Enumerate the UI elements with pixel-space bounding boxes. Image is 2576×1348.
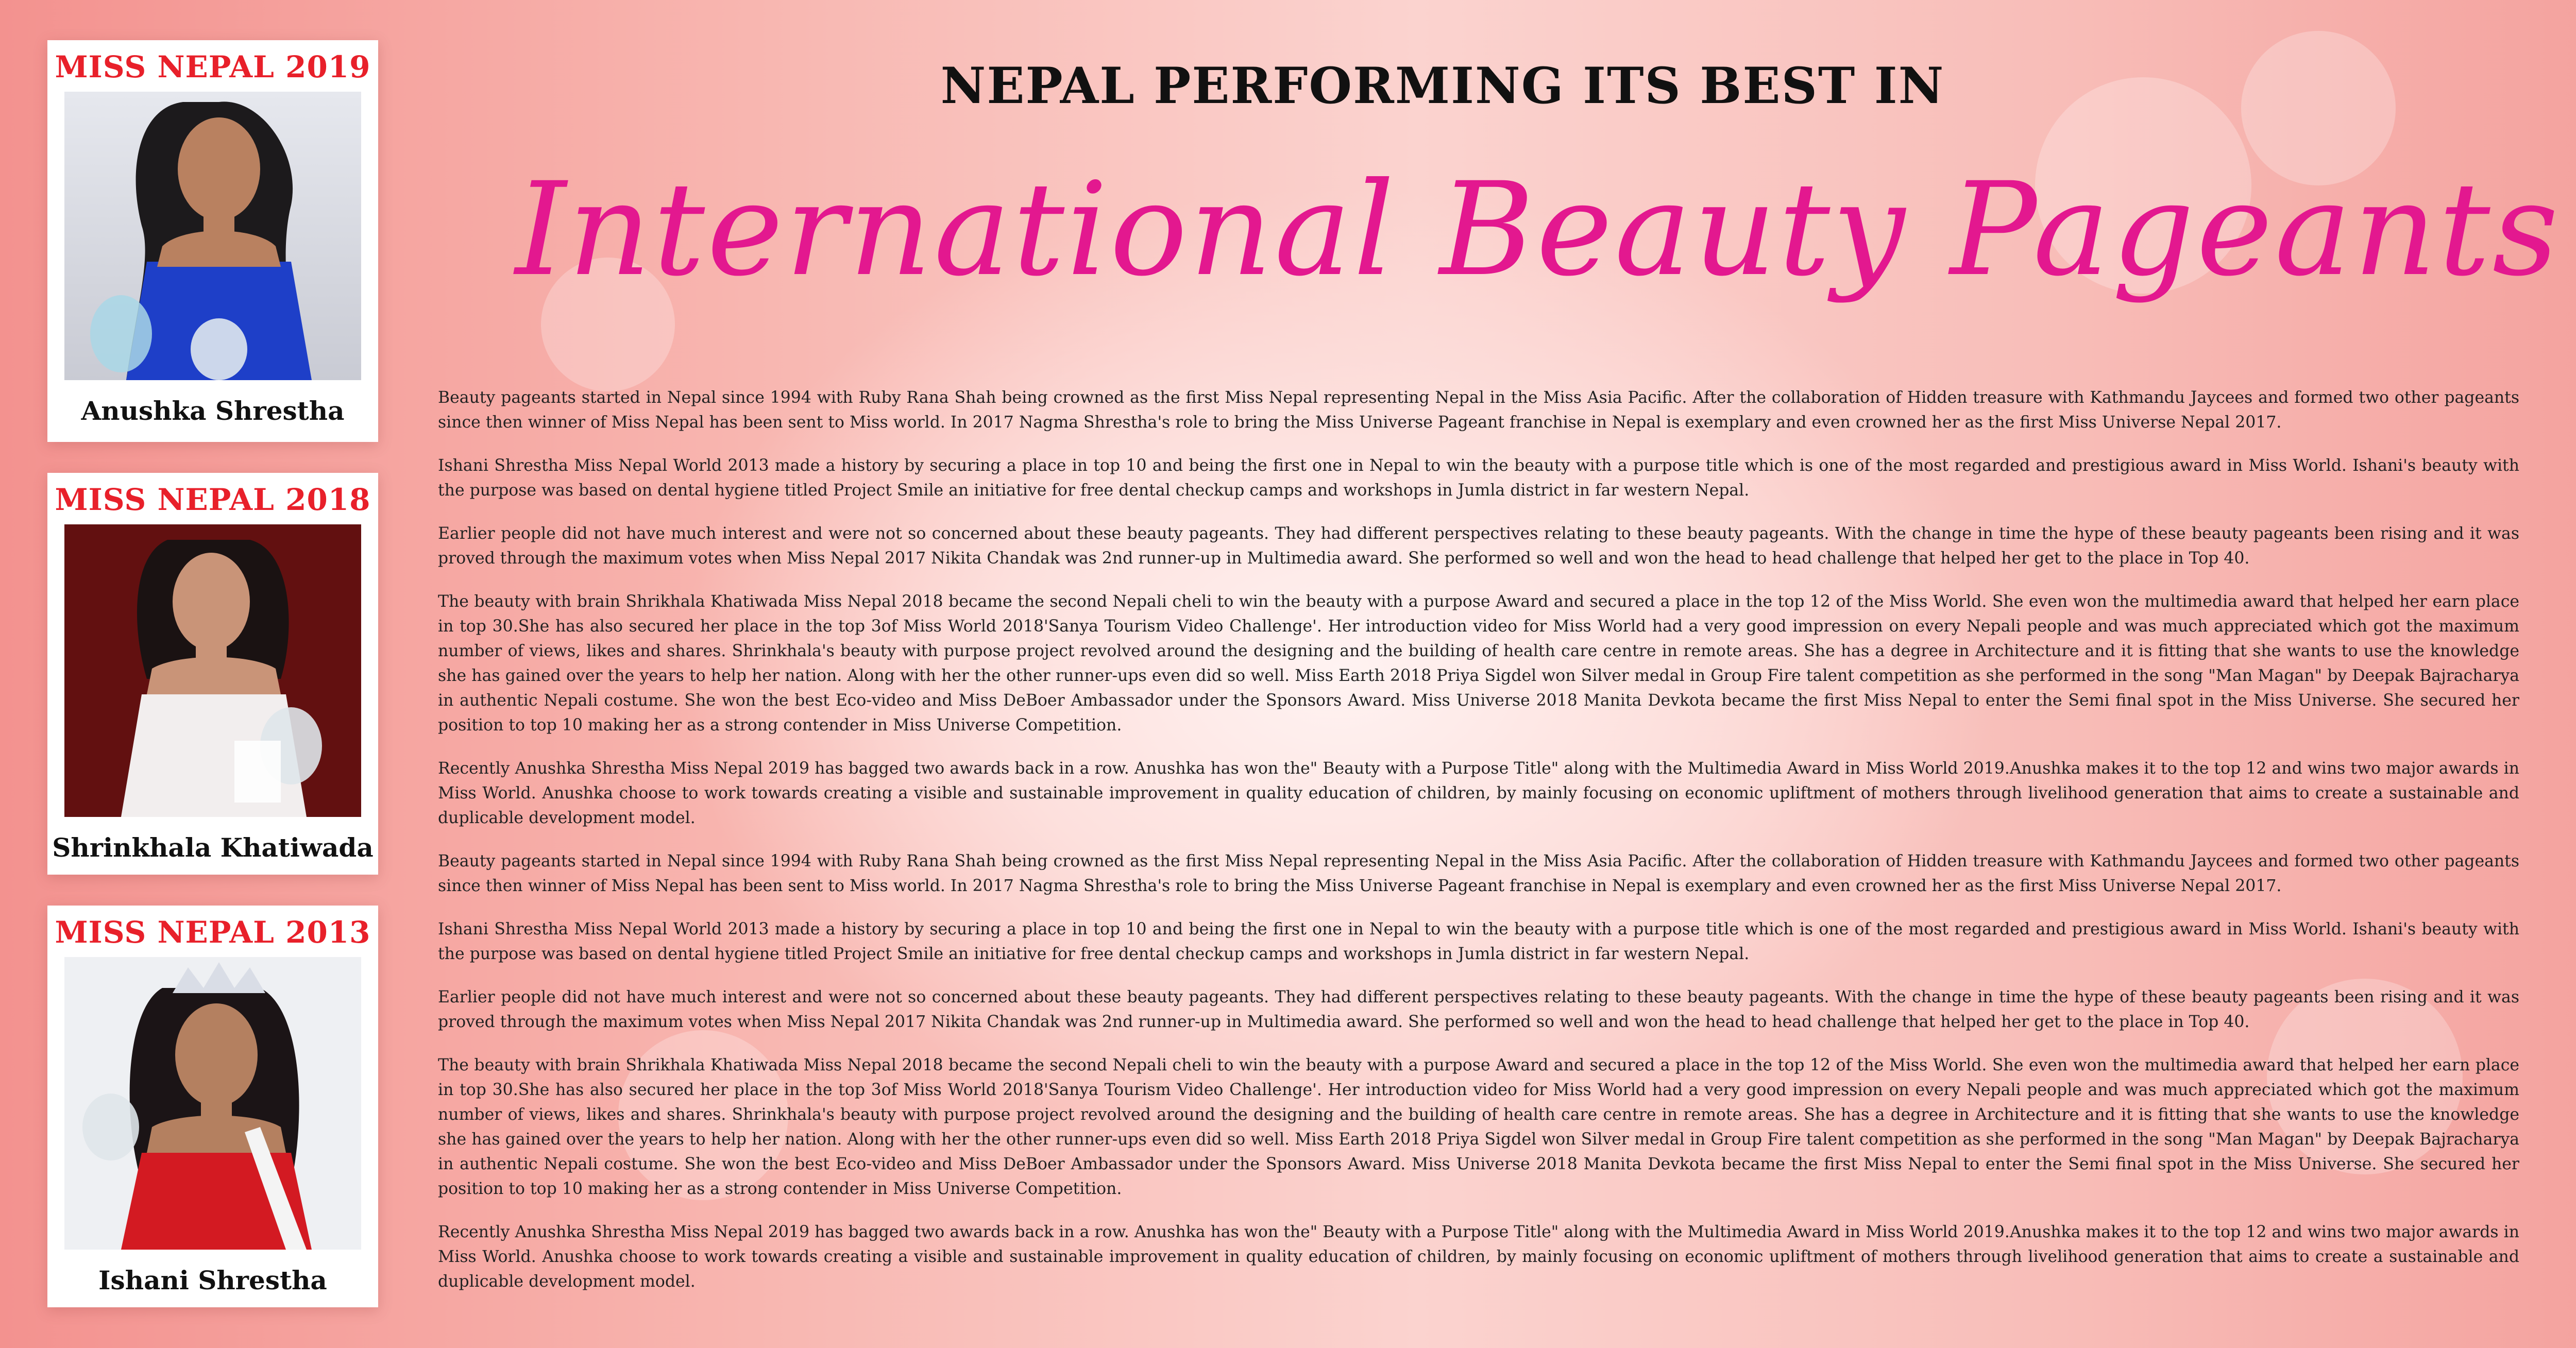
card-name: Anushka Shrestha bbox=[81, 396, 345, 426]
article-paragraph: Ishani Shrestha Miss Nepal World 2013 made a history by securing a place in top 10 and being the first one in Nepal to win the beauty with a purpose title which is one of the most regarded and prestigious award in Miss World. Ishani's beauty with the purpose was based on dental hygiene titled Project Smile an initiative for free dental checkup camps and workshops in Jumla district in far western Nepal. bbox=[438, 456, 2519, 500]
profile-card-2018 bbox=[47, 473, 378, 875]
portrait-photo bbox=[64, 92, 361, 380]
article-body bbox=[438, 385, 2519, 1312]
article-paragraph: The beauty with brain Shrikhala Khatiwada Miss Nepal 2018 became the second Nepali cheli to win the beauty with a purpose Award and secured a place in the top 12 of the Miss World. She even won the multimedia award that helped her earn place in top 30.She has also secured her place in the top 3of Miss World 2018'Sanya Tourism Video Challenge'. Her introduction video for Miss World had a very good impression on every Nepali people and was much appreciated which got the maximum number of views, likes and shares. Shrinkhala's beauty with purpose project revolved around the designing and the building of health care centre in remote areas. She has a degree in Architecture and it is fitting that she wants to use the knowledge she has gained over the years to help her nation. Along with her the other runner-ups even did so well. Miss Earth 2018 Priya Sigdel won Silver medal in Group Fire talent competition as she performed in the song "Man Magan" by Deepak Bajracharya in authentic Nepali costume. She won the best Eco-video and Miss DeBoer Ambassador under the Sponsors Award. Miss Universe 2018 Manita Devkota became the first Miss Nepal to enter the Semi final spot in the Miss Universe. She secured her position to top 10 making her as a strong contender in Miss Universe Competition. bbox=[438, 592, 2519, 735]
article-paragraph: Beauty pageants started in Nepal since 1994 with Ruby Rana Shah being crowned as the first Miss Nepal representing Nepal in the Miss Asia Pacific. After the collaboration of Hidden treasure with Kathmandu Jaycees and formed two other pageants since then winner of Miss Nepal has been sent to Miss world. In 2017 Nagma Shrestha's role to bring the Miss Universe Pageant franchise in Nepal is exemplary and even crowned her as the first Miss Universe Nepal 2017. bbox=[438, 852, 2519, 895]
page-headline: NEPAL PERFORMING ITS BEST IN bbox=[940, 57, 1945, 115]
page-script-title: International Beauty Pageants bbox=[515, 155, 2561, 304]
article-paragraph: Recently Anushka Shrestha Miss Nepal 2019 has bagged two awards back in a row. Anushka has won the" Beauty with a Purpose Title" along with the Multimedia Award in Miss World 2019.Anushka makes it to the top 12 and wins two major awards in Miss World. Anushka choose to work towards creating a visible and sustainable improvement in quality education of children, by mainly focusing on economic upliftment of mothers through livelihood generation that aims to create a sustainable and duplicable development model. bbox=[438, 1223, 2519, 1291]
portrait-blue-gown-icon bbox=[64, 92, 361, 380]
portrait-photo bbox=[64, 524, 361, 817]
portrait-white-gown-icon bbox=[64, 524, 361, 817]
card-title: MISS NEPAL 2013 bbox=[55, 915, 371, 950]
profile-card-2019 bbox=[47, 40, 378, 442]
article-paragraph: Recently Anushka Shrestha Miss Nepal 2019 has bagged two awards back in a row. Anushka has won the" Beauty with a Purpose Title" along with the Multimedia Award in Miss World 2019.Anushka makes it to the top 12 and wins two major awards in Miss World. Anushka choose to work towards creating a visible and sustainable improvement in quality education of children, by mainly focusing on economic upliftment of mothers through livelihood generation that aims to create a sustainable and duplicable development model. bbox=[438, 759, 2519, 827]
portrait-photo bbox=[64, 957, 361, 1250]
article-paragraph: Earlier people did not have much interest and were not so concerned about these beauty pageants. They had different perspectives relating to these beauty pageants. With the change in time the hype of these beauty pageants been rising and it was proved through the maximum votes when Miss Nepal 2017 Nikita Chandak was 2nd runner-up in Multimedia award. She performed so well and won the head to head challenge that helped her get to the place in Top 40. bbox=[438, 524, 2519, 568]
card-name: Shrinkhala Khatiwada bbox=[52, 832, 374, 863]
card-title: MISS NEPAL 2019 bbox=[55, 49, 371, 84]
article-paragraph: Ishani Shrestha Miss Nepal World 2013 made a history by securing a place in top 10 and being the first one in Nepal to win the beauty with a purpose title which is one of the most regarded and prestigious award in Miss World. Ishani's beauty with the purpose was based on dental hygiene titled Project Smile an initiative for free dental checkup camps and workshops in Jumla district in far western Nepal. bbox=[438, 920, 2519, 963]
article-paragraph: Earlier people did not have much interest and were not so concerned about these beauty pageants. They had different perspectives relating to these beauty pageants. With the change in time the hype of these beauty pageants been rising and it was proved through the maximum votes when Miss Nepal 2017 Nikita Chandak was 2nd runner-up in Multimedia award. She performed so well and won the head to head challenge that helped her get to the place in Top 40. bbox=[438, 988, 2519, 1031]
portrait-red-gown-crown-icon bbox=[64, 957, 361, 1250]
card-name: Ishani Shrestha bbox=[98, 1265, 327, 1295]
article-paragraph: Beauty pageants started in Nepal since 1994 with Ruby Rana Shah being crowned as the first Miss Nepal representing Nepal in the Miss Asia Pacific. After the collaboration of Hidden treasure with Kathmandu Jaycees and formed two other pageants since then winner of Miss Nepal has been sent to Miss world. In 2017 Nagma Shrestha's role to bring the Miss Universe Pageant franchise in Nepal is exemplary and even crowned her as the first Miss Universe Nepal 2017. bbox=[438, 388, 2519, 432]
profile-card-2013 bbox=[47, 906, 378, 1307]
article-paragraph: The beauty with brain Shrikhala Khatiwada Miss Nepal 2018 became the second Nepali cheli to win the beauty with a purpose Award and secured a place in the top 12 of the Miss World. She even won the multimedia award that helped her earn place in top 30.She has also secured her place in the top 3of Miss World 2018'Sanya Tourism Video Challenge'. Her introduction video for Miss World had a very good impression on every Nepali people and was much appreciated which got the maximum number of views, likes and shares. Shrinkhala's beauty with purpose project revolved around the designing and the building of health care centre in remote areas. She has a degree in Architecture and it is fitting that she wants to use the knowledge she has gained over the years to help her nation. Along with her the other runner-ups even did so well. Miss Earth 2018 Priya Sigdel won Silver medal in Group Fire talent competition as she performed in the song "Man Magan" by Deepak Bajracharya in authentic Nepali costume. She won the best Eco-video and Miss DeBoer Ambassador under the Sponsors Award. Miss Universe 2018 Manita Devkota became the first Miss Nepal to enter the Semi final spot in the Miss Universe. She secured her position to top 10 making her as a strong contender in Miss Universe Competition. bbox=[438, 1056, 2519, 1198]
card-title: MISS NEPAL 2018 bbox=[55, 482, 371, 517]
